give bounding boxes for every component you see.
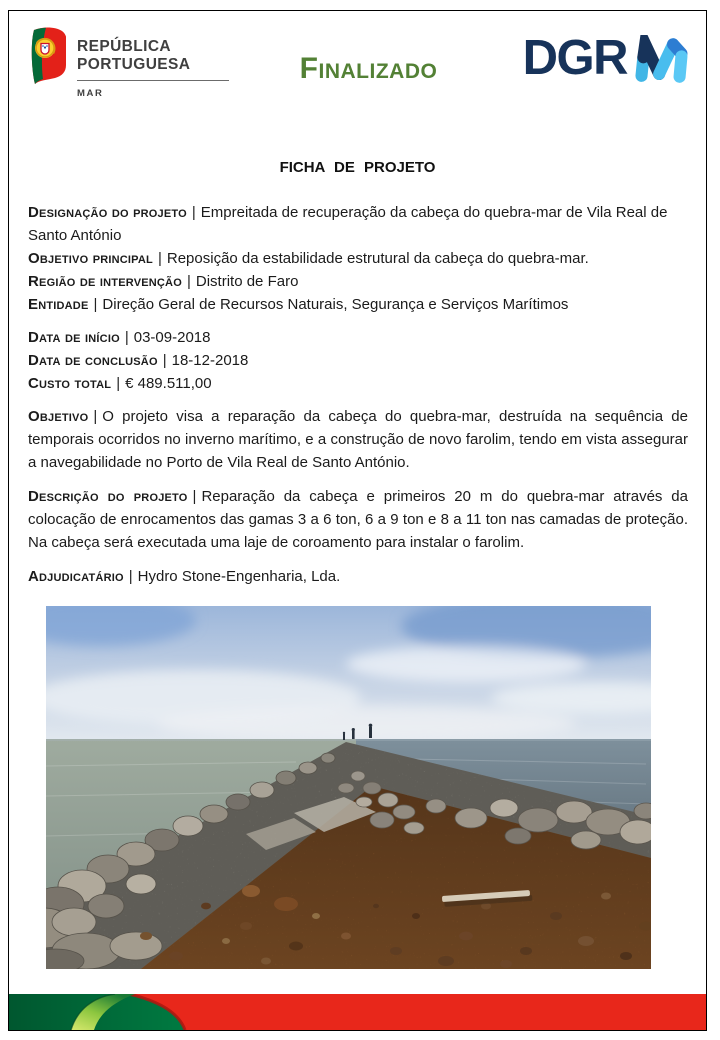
pipe-separator: | bbox=[157, 250, 162, 267]
field-label: Adjudicatário bbox=[28, 568, 124, 585]
dgrm-logo bbox=[523, 32, 692, 87]
field-value: € 489.511,00 bbox=[125, 375, 212, 392]
field-label: Região de intervenção bbox=[28, 273, 182, 290]
dgrm-wordmark: DGR bbox=[522, 31, 627, 85]
field-value: Direção Geral de Recursos Naturais, Segurança e Serviços Marítimos bbox=[102, 296, 569, 313]
field-label: Designação do projeto bbox=[28, 204, 187, 221]
paragraph-text: Reparação da cabeça e primeiros 20 m do quebra-mar através da colocação de enrocamentos das gamas 3 a 6 ton, 6 a 9 ton e 8 a 11 ton nas camadas de proteção. Na cabeça será executada uma laje de coroamento para instalar o farolim. bbox=[28, 488, 688, 551]
field-data-inicio bbox=[28, 326, 688, 349]
field-objetivo-principal bbox=[28, 247, 688, 270]
project-fields bbox=[28, 201, 688, 316]
footer-banner bbox=[9, 994, 706, 1030]
field-value: 18-12-2018 bbox=[171, 352, 249, 369]
field-designacao bbox=[28, 201, 688, 247]
status-badge: Finalizado bbox=[299, 52, 438, 85]
pipe-separator: | bbox=[93, 296, 98, 313]
field-value: Empreitada de recuperação da cabeça do quebra-mar de Vila Real de Santo António bbox=[28, 204, 668, 244]
gov-logo-line1: REPÚBLICA bbox=[77, 38, 172, 55]
gov-logo-ministry: MAR bbox=[77, 88, 104, 99]
project-sheet-content bbox=[28, 201, 688, 588]
pipe-separator: | bbox=[162, 352, 167, 369]
field-data-conclusao bbox=[28, 349, 688, 372]
pipe-separator: | bbox=[93, 408, 98, 425]
breakwater-photo bbox=[46, 606, 651, 969]
pipe-separator: | bbox=[186, 273, 191, 290]
page-title: FICHA DE PROJETO bbox=[279, 159, 436, 176]
gov-logo-line2: PORTUGUESA bbox=[77, 56, 191, 73]
field-value: Reposição da estabilidade estrutural da cabeça do quebra-mar. bbox=[166, 250, 589, 267]
pipe-separator: | bbox=[128, 568, 133, 585]
paragraph-label: Objetivo bbox=[28, 408, 89, 425]
field-label: Data de início bbox=[28, 329, 120, 346]
field-value: Distrito de Faro bbox=[195, 273, 299, 290]
pipe-separator: | bbox=[192, 488, 197, 505]
field-label: Custo total bbox=[28, 375, 112, 392]
field-custo-total bbox=[28, 372, 688, 395]
pipe-separator: | bbox=[191, 204, 196, 221]
field-value: Hydro Stone-Engenharia, Lda. bbox=[137, 568, 341, 585]
field-entidade bbox=[28, 293, 688, 316]
description-paragraph bbox=[28, 485, 688, 554]
paragraph-label: Descrição do projeto bbox=[28, 488, 188, 505]
paragraph-text: O projeto visa a reparação da cabeça do quebra-mar, destruída na sequência de temporais ocorridos no inverno marítimo, e a construção de novo farolim, tendo em vista assegurar a navegabilidade no Porto de Vila Real de Santo António. bbox=[28, 408, 688, 471]
field-regiao bbox=[28, 270, 688, 293]
contractor-row bbox=[28, 565, 688, 588]
field-label: Data de conclusão bbox=[28, 352, 158, 369]
field-label: Objetivo principal bbox=[28, 250, 153, 267]
pipe-separator: | bbox=[124, 329, 129, 346]
date-fields bbox=[28, 326, 688, 395]
field-label: Entidade bbox=[28, 296, 89, 313]
objective-paragraph bbox=[28, 405, 688, 474]
document-sheet bbox=[8, 10, 707, 1031]
field-value: 03-09-2018 bbox=[133, 329, 211, 346]
dgrm-m-icon bbox=[630, 35, 692, 87]
pipe-separator: | bbox=[116, 375, 121, 392]
